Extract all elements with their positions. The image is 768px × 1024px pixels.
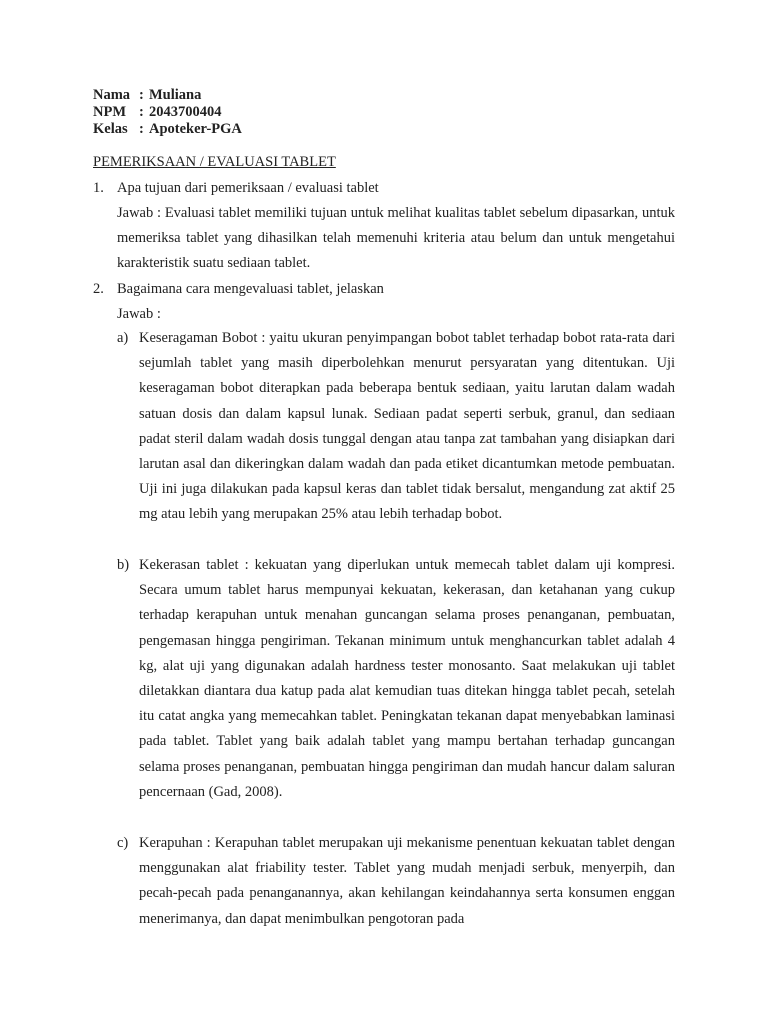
identity-row-name	[93, 87, 242, 104]
answer-item-c	[117, 831, 675, 932]
student-identity	[93, 87, 242, 138]
identity-row-npm	[93, 104, 242, 121]
question-1-answer: Jawab : Evaluasi tablet memiliki tujuan untuk melihat kualitas tablet sebelum dipasarkan, untuk memeriksa tablet yang dihasilkan telah memenuhi kriteria atau belum dan untuk mengetahui karakteristik suatu sediaan tablet.	[117, 205, 675, 272]
document-title: PEMERIKSAAN / EVALUASI TABLET	[93, 154, 336, 170]
name-value: Muliana	[149, 87, 202, 103]
question-2-answer-label: Jawab :	[117, 306, 161, 322]
question-2-text: Bagaimana cara mengevaluasi tablet, jelaskan	[117, 281, 384, 297]
kelas-label: Kelas	[93, 121, 128, 137]
name-separator: :	[139, 87, 144, 103]
answer-item-c-text: Kerapuhan : Kerapuhan tablet merupakan uji mekanisme penentuan kekuatan tablet dengan menggunakan alat friability tester. Tablet yang mudah menjadi serbuk, menyerpih, dan pecah-pecah pada penanganannya, akan kehilangan keindahannya serta konsumen enggan menerimanya, dan dapat menimbulkan pengotoran pada	[139, 835, 675, 927]
answer-item-a	[117, 326, 675, 528]
question-1-number: 1.	[93, 180, 104, 196]
npm-label: NPM	[93, 104, 127, 120]
answer-item-b-letter: b)	[117, 557, 130, 573]
question-1-text: Apa tujuan dari pemeriksaan / evaluasi tablet	[117, 180, 379, 196]
answer-item-b-text: Kekerasan tablet : kekuatan yang diperlukan untuk memecah tablet dalam uji kompresi. Secara umum tablet harus mempunyai kekuatan, kekerasan, dan ketahanan yang cukup terhadap kerapuhan untuk menahan guncangan selama proses penanganan, pembuatan, pengemasan hingga pengiriman. Tekanan minimum untuk menghancurkan tablet adalah 4 kg, alat uji yang digunakan adalah hardness tester monosanto. Saat melakukan uji tablet diletakkan diantara dua katup pada alat kemudian tuas ditekan hingga tablet pecah, setelah itu catat angka yang memecahkan tablet. Peningkatan tekanan dapat menyebabkan laminasi pada tablet. Tablet yang baik adalah tablet yang mampu bertahan terhadap guncangan selama proses penanganan, pembuatan hingga pengiriman dan mudah hancur dalam saluran pencernaan (Gad, 2008).	[139, 557, 675, 800]
npm-separator: :	[139, 104, 144, 120]
answer-item-a-letter: a)	[117, 330, 129, 346]
answer-item-a-text: Keseragaman Bobot : yaitu ukuran penyimpangan bobot tablet terhadap bobot rata-rata dari sejumlah tablet yang masih diperbolehkan menurut persyaratan yang ditentukan. Uji keseragaman bobot diterapkan pada beberapa bentuk sediaan, yaitu larutan dalam wadah satuan dosis dan dalam kapsul lunak. Sediaan padat seperti serbuk, granul, dan sediaan padat steril dalam wadah dosis tunggal dengan atau tanpa zat tambahan yang disiapkan dari larutan asal dan dikeringkan dalam wadah dan pada etiket dicantumkan metode pembuatan. Uji ini juga dilakukan pada kapsul keras dan tablet tidak bersalut, mengandung zat aktif 25 mg atau lebih yang merupakan 25% atau lebih terhadap bobot.	[139, 330, 675, 523]
name-label: Nama	[93, 87, 131, 103]
question-2-number: 2.	[93, 281, 104, 297]
answer-item-b	[117, 553, 675, 805]
identity-row-kelas	[93, 121, 242, 138]
kelas-separator: :	[139, 121, 144, 137]
answer-item-c-letter: c)	[117, 835, 129, 851]
npm-value: 2043700404	[149, 104, 222, 120]
kelas-value: Apoteker-PGA	[149, 121, 242, 137]
